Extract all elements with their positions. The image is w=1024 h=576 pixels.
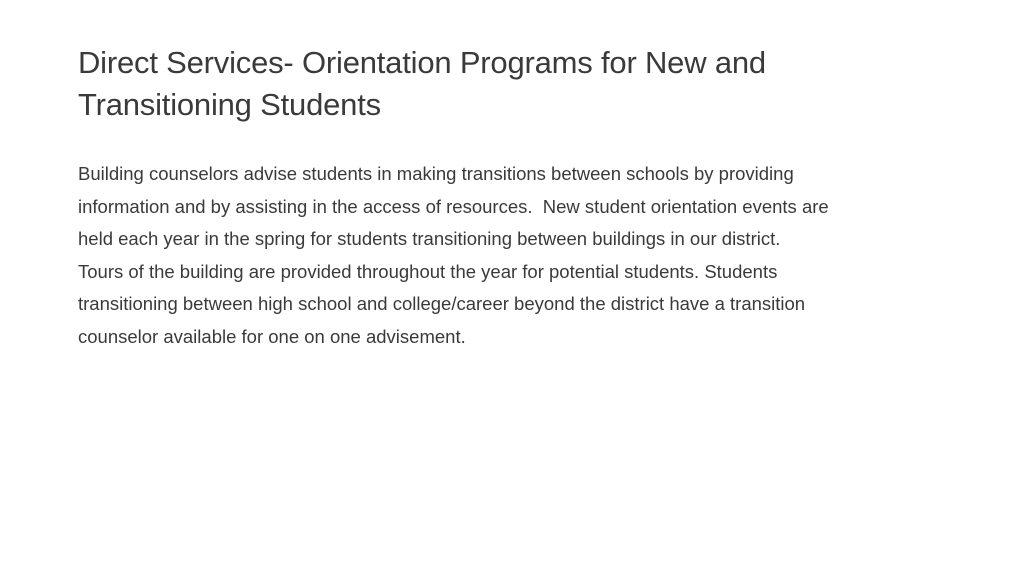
slide-title xyxy=(78,42,958,126)
body-line-2: information and by assisting in the access of resources. New student orientation events are xyxy=(78,195,829,217)
body-line-1: Building counselors advise students in making transitions between schools by providing xyxy=(78,163,794,184)
body-line-5: transitioning between high school and college/career beyond the district have a transition xyxy=(78,293,806,314)
title-line-1: Direct Services- Orientation Programs for New and xyxy=(78,45,766,80)
body-line-4: Tours of the building are provided throughout the year for potential students. Students xyxy=(78,260,778,282)
slide-body-text xyxy=(78,158,958,353)
title-line-2: Transitioning Students xyxy=(78,87,381,122)
body-line-3: held each year in the spring for students transitioning between buildings in our district. xyxy=(78,228,781,249)
body-line-6: counselor available for one on one advisement. xyxy=(78,325,466,347)
